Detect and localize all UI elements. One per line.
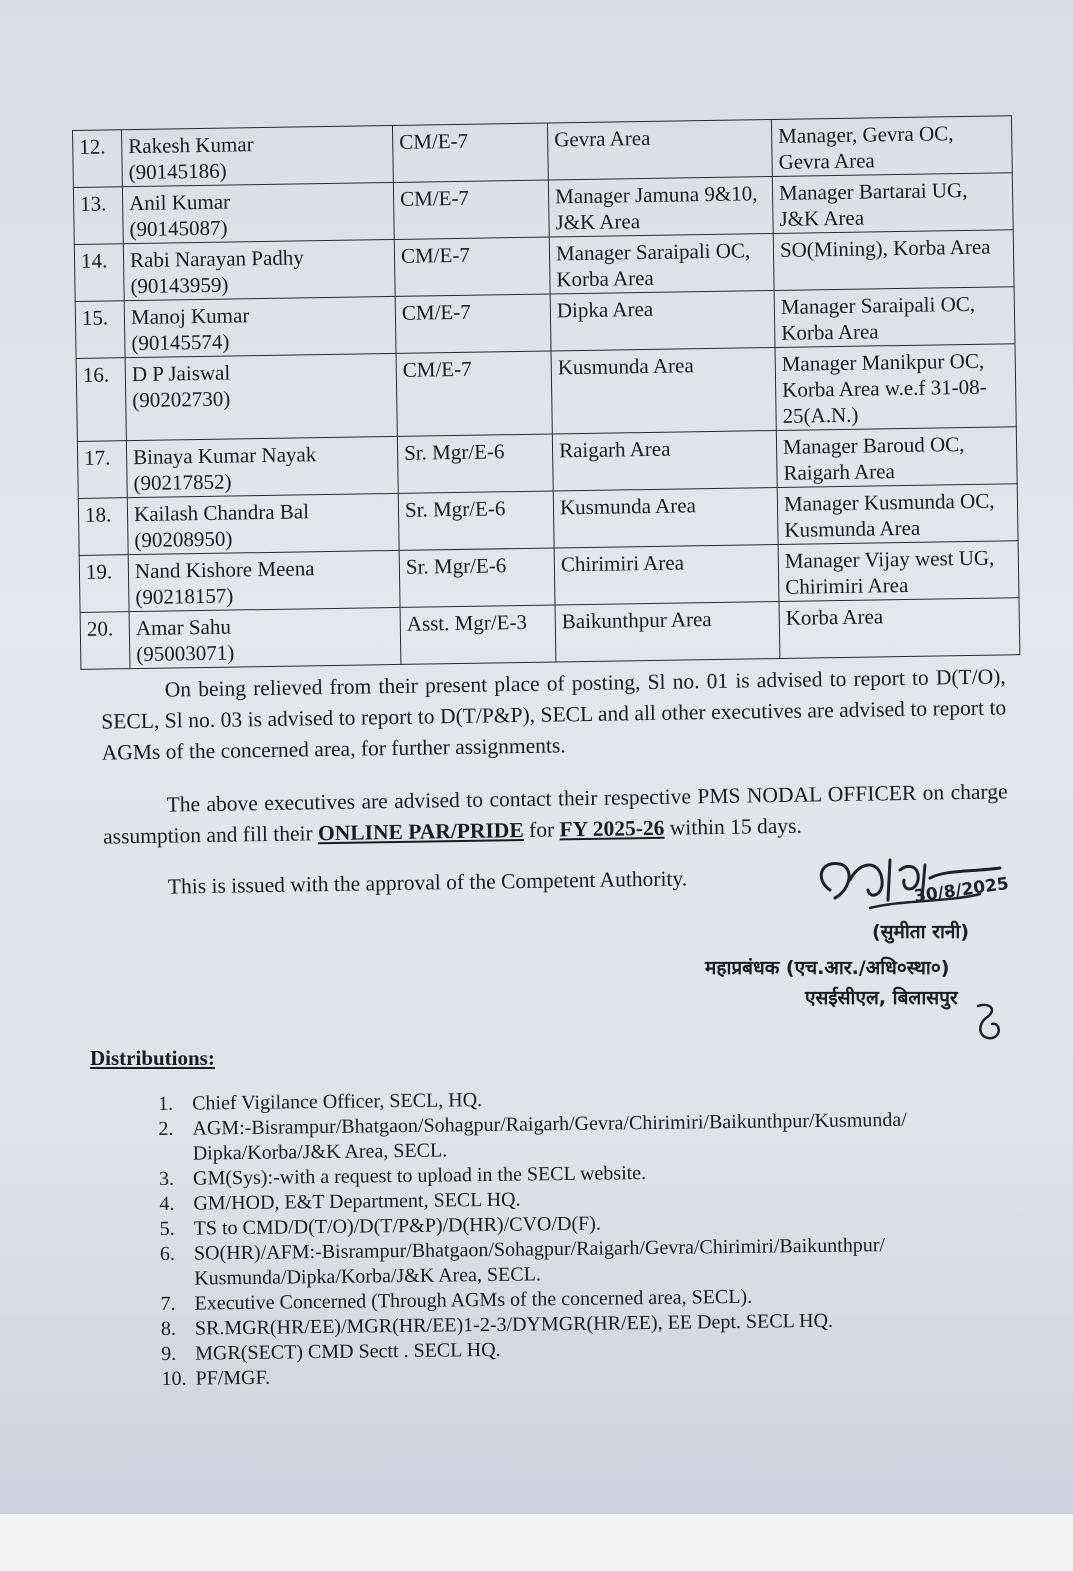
grade-cell: Sr. Mgr/E-6 bbox=[399, 548, 555, 607]
employee-name: Nand Kishore Meena bbox=[134, 556, 315, 584]
employee-name: Anil Kumar bbox=[128, 189, 231, 216]
new-posting-cell: Manager Kusmunda OC, Kusmunda Area bbox=[777, 484, 1018, 545]
employee-cell bbox=[129, 607, 401, 668]
pms-instructions-paragraph bbox=[102, 776, 1008, 852]
distribution-item-text: Executive Concerned (Through AGMs of the concerned area, SECL). bbox=[194, 1285, 753, 1315]
postings-table-body bbox=[73, 116, 1020, 670]
distribution-item-number: 2. bbox=[158, 1117, 174, 1140]
signature-date: 30/8/2025 bbox=[912, 873, 1010, 907]
signatory-name: (सुमीता रानी) bbox=[872, 921, 970, 943]
signature-block bbox=[700, 850, 1020, 1050]
signatory-organization: एसईसीएल, बिलासपुर bbox=[805, 987, 958, 1009]
distribution-item-text: GM/HOD, E&T Department, SECL HQ. bbox=[193, 1188, 521, 1215]
new-posting-cell: Manager Saraipali OC, Korba Area bbox=[774, 287, 1015, 348]
employee-number: (90145186) bbox=[128, 158, 227, 185]
present-posting-cell: Kusmunda Area bbox=[553, 487, 778, 548]
employee-number: (90208950) bbox=[134, 526, 233, 553]
employee-name: Rabi Narayan Padhy bbox=[129, 245, 305, 273]
employee-cell bbox=[122, 125, 394, 186]
serial-number: 13. bbox=[73, 187, 123, 245]
grade-cell: CM/E-7 bbox=[396, 351, 552, 436]
posting-row bbox=[76, 344, 1016, 442]
employee-cell bbox=[128, 550, 400, 611]
serial-number: 17. bbox=[77, 441, 127, 499]
distribution-item-text: GM(Sys):-with a request to upload in the SECL website. bbox=[192, 1162, 647, 1190]
new-posting-cell: SO(Mining), Korba Area bbox=[773, 230, 1014, 291]
distribution-item-number: 8. bbox=[160, 1317, 177, 1340]
distribution-item-number: 7. bbox=[160, 1292, 176, 1315]
grade-cell: CM/E-7 bbox=[392, 123, 548, 182]
employee-cell bbox=[126, 436, 398, 497]
distribution-item-text: Chief Vigilance Officer, SECL, HQ. bbox=[192, 1089, 483, 1115]
new-posting-cell: Manager Bartarai UG, J&K Area bbox=[772, 173, 1013, 234]
employee-name: Rakesh Kumar bbox=[128, 132, 254, 159]
grade-cell: CM/E-7 bbox=[394, 237, 550, 296]
document-body bbox=[72, 115, 1024, 904]
new-posting-cell: Manager, Gevra OC, Gevra Area bbox=[771, 116, 1012, 177]
serial-number: 20. bbox=[80, 612, 130, 670]
present-posting-cell: Raigarh Area bbox=[552, 430, 777, 491]
new-posting-cell: Korba Area bbox=[779, 598, 1020, 659]
serial-number: 16. bbox=[76, 358, 126, 442]
distribution-item-text: PF/MGF. bbox=[195, 1366, 271, 1390]
financial-year-text: FY 2025-26 bbox=[559, 815, 665, 842]
serial-number: 15. bbox=[75, 301, 125, 359]
new-posting-cell: Manager Baroud OC, Raigarh Area bbox=[776, 427, 1017, 488]
initial-mark bbox=[970, 1000, 1010, 1044]
employee-name: Binaya Kumar Nayak bbox=[132, 442, 317, 470]
employee-name: Amar Sahu bbox=[135, 614, 232, 641]
postings-table bbox=[72, 115, 1020, 670]
grade-cell: CM/E-7 bbox=[395, 294, 551, 353]
pms-text-a: The above executives are advised to contact their respective PMS NODAL OFFICER on charge assumption and fill their bbox=[102, 779, 1008, 849]
employee-cell bbox=[124, 296, 396, 357]
grade-cell: Sr. Mgr/E-6 bbox=[398, 491, 554, 550]
distribution-item-number: 3. bbox=[158, 1167, 175, 1190]
serial-number: 18. bbox=[78, 498, 128, 556]
employee-number: (90217852) bbox=[133, 469, 232, 496]
employee-name: D P Jaiswal bbox=[131, 360, 231, 387]
present-posting-cell: Manager Jamuna 9&10, J&K Area bbox=[548, 177, 773, 238]
online-par-pride-text: ONLINE PAR/PRIDE bbox=[317, 817, 524, 846]
pms-text-e: within 15 days. bbox=[664, 813, 802, 840]
present-posting-cell: Chirimiri Area bbox=[554, 544, 779, 605]
grade-cell: Sr. Mgr/E-6 bbox=[397, 434, 553, 493]
approval-paragraph: This is issued with the approval of the Competent Authority. bbox=[167, 866, 688, 899]
distribution-item-number: 5. bbox=[159, 1217, 175, 1240]
distribution-item-text: TS to CMD/D(T/O)/D(T/P&P)/D(HR)/CVO/D(F). bbox=[193, 1212, 602, 1240]
new-posting-cell: Manager Manikpur OC, Korba Area w.e.f 31-08-25(A.N.) bbox=[775, 344, 1016, 431]
new-posting-cell: Manager Vijay west UG, Chirimiri Area bbox=[778, 541, 1019, 602]
employee-cell bbox=[125, 353, 397, 440]
employee-number: (95003071) bbox=[136, 640, 235, 667]
distribution-item-text: SO(HR)/AFM:-Bisrampur/Bhatgaon/Sohagpur/Raigarh/Gevra/Chirimiri/Baikunthpur/ Kusmunda/Dipka/Korba/J&K Area, SECL. bbox=[193, 1234, 886, 1290]
employee-number: (90145574) bbox=[131, 329, 230, 356]
serial-number: 12. bbox=[73, 130, 123, 188]
distribution-heading: Distributions: bbox=[90, 1046, 215, 1070]
grade-cell: Asst. Mgr/E-3 bbox=[400, 605, 556, 664]
present-posting-cell: Baikunthpur Area bbox=[555, 601, 780, 662]
grade-cell: CM/E-7 bbox=[393, 180, 549, 239]
employee-number: (90202730) bbox=[132, 386, 231, 413]
employee-number: (90143959) bbox=[130, 272, 229, 299]
reporting-instructions-paragraph: On being relieved from their present place of posting, Sl no. 01 is advised to report to D(T/O), SECL, Sl no. 03 is advised to report to D(T/P&P), SECL and all other executives are advised to report to AGMs of the concerned area, for further assignments. bbox=[101, 664, 1007, 765]
employee-number: (90218157) bbox=[135, 583, 234, 610]
distribution-item-text: MGR(SECT) CMD Sectt . SECL HQ. bbox=[195, 1338, 501, 1365]
signatory-designation: महाप्रबंधक (एच.आर./अधि०स्था०) bbox=[705, 957, 950, 979]
present-posting-cell: Gevra Area bbox=[547, 120, 772, 181]
present-posting-cell: Kusmunda Area bbox=[551, 347, 776, 434]
distribution-item-text: AGM:-Bisrampur/Bhatgaon/Sohagpur/Raigarh/Gevra/Chirimiri/Baikunthpur/Kusmunda/ Dipka/Korba/J&K Area, SECL. bbox=[192, 1108, 907, 1165]
distribution-item-number: 9. bbox=[161, 1342, 177, 1365]
distribution-item-number: 6. bbox=[159, 1242, 176, 1265]
distribution-item-number: 10. bbox=[161, 1367, 187, 1390]
employee-name: Kailash Chandra Bal bbox=[133, 499, 310, 527]
present-posting-cell: Manager Saraipali OC, Korba Area bbox=[549, 233, 774, 294]
distribution-item-number: 1. bbox=[158, 1092, 174, 1115]
employee-cell bbox=[127, 493, 399, 554]
pms-text-c: for bbox=[523, 817, 560, 842]
employee-cell bbox=[122, 182, 394, 243]
distribution-item-text: SR.MGR(HR/EE)/MGR(HR/EE)1-2-3/DYMGR(HR/EE), EE Dept. SECL HQ. bbox=[194, 1309, 834, 1340]
distribution-list bbox=[158, 1082, 962, 1392]
present-posting-cell: Dipka Area bbox=[550, 290, 775, 351]
serial-number: 14. bbox=[74, 244, 124, 302]
employee-cell bbox=[123, 239, 395, 300]
employee-name: Manoj Kumar bbox=[130, 303, 250, 330]
serial-number: 19. bbox=[79, 555, 129, 613]
distribution-item-number: 4. bbox=[159, 1192, 175, 1215]
employee-number: (90145087) bbox=[129, 215, 228, 242]
